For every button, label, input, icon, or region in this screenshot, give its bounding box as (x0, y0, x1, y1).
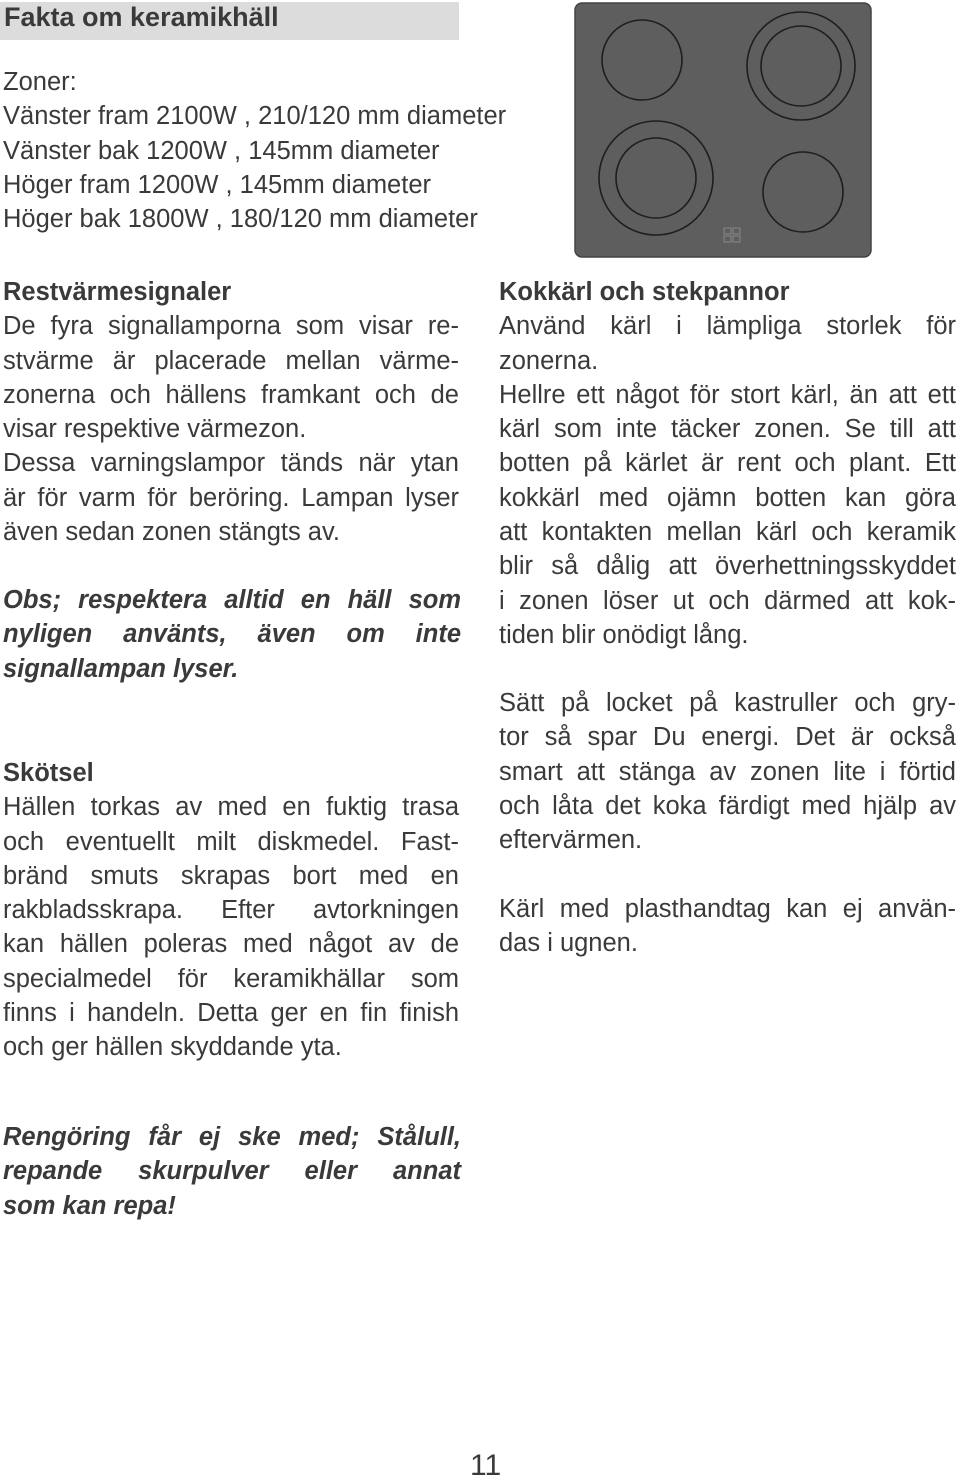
kokkarl-line: Hellre ett något för stort kärl, än att ett (499, 380, 956, 409)
rengoring-warning (3, 1120, 461, 1223)
kokkarl-heading: Kokkärl och stekpannor (499, 278, 790, 306)
obs-line: signallampan lyser. (3, 654, 239, 683)
skotsel-line: och eventuellt milt diskmedel. Fast- (3, 827, 459, 856)
page-title: Fakta om keramikhäll (4, 2, 279, 32)
restvarme-line: även sedan zonen stängts av. (3, 518, 340, 547)
skotsel-line: rakbladsskrapa. Efter avtorkningen (3, 896, 459, 925)
kokkarl-line: blir så dålig att överhettningsskyddet (499, 552, 956, 581)
skotsel-line: bränd smuts skrapas bort med en (3, 861, 459, 890)
restvarme-line: zonerna och hällens framkant och de (3, 380, 459, 409)
rengoring-line: som kan repa! (3, 1191, 176, 1220)
restvarme-section (3, 275, 459, 549)
restvarme-line: Dessa varningslampor tänds när ytan (3, 449, 459, 478)
skotsel-line: och ger hällen skyddande yta. (3, 1033, 342, 1062)
kokkarl-line: kokkärl med ojämn botten kan göra (499, 483, 956, 512)
plast-line: das i ugnen. (499, 929, 638, 958)
locket-line: tor så spar Du energi. Det är också (499, 723, 956, 752)
rengoring-line: repande skurpulver eller annat (3, 1157, 461, 1186)
skotsel-heading: Skötsel (3, 759, 94, 787)
restvarme-line: stvärme är placerade mellan värme- (3, 346, 459, 375)
skotsel-line: kan hällen poleras med något av de (3, 930, 459, 959)
kokkarl-line: botten på kärlet är rent och plant. Ett (499, 449, 956, 478)
kokkarl-line: zonerna. (499, 346, 599, 375)
zone-line: Vänster fram 2100W , 210/120 mm diameter (3, 102, 507, 131)
restvarme-line: är för varm för beröring. Lampan lyser (3, 483, 459, 512)
ceramic-hob-illustration (574, 2, 872, 258)
zones-section (3, 65, 573, 236)
kokkarl-line: tiden blir onödigt lång. (499, 620, 749, 649)
obs-line: Obs; respektera alltid en häll som (3, 586, 461, 614)
obs-line: nyligen använts, även om inte (3, 620, 461, 649)
plast-section (499, 892, 956, 961)
restvarme-heading: Restvärmesignaler (3, 278, 232, 306)
rengoring-line: Rengöring får ej ske med; Stålull, (3, 1123, 461, 1151)
kokkarl-line: Använd kärl i lämpliga storlek för (499, 312, 956, 341)
zones-label: Zoner: (3, 68, 77, 96)
locket-line: och låta det koka färdigt med hjälp av (499, 791, 956, 820)
skotsel-line: specialmedel för keramikhällar som (3, 964, 459, 993)
obs-warning (3, 583, 461, 686)
restvarme-line: De fyra signallamporna som visar re- (3, 312, 459, 341)
zone-line: Höger bak 1800W , 180/120 mm diameter (3, 205, 478, 234)
zone-line: Höger fram 1200W , 145mm diameter (3, 170, 431, 199)
restvarme-line: visar respektive värmezon. (3, 415, 307, 444)
page-number: 11 (470, 1449, 502, 1482)
skotsel-section (3, 756, 459, 1065)
skotsel-line: finns i handeln. Detta ger en fin finish (3, 999, 459, 1028)
kokkarl-line: att kontakten mellan kärl och keramik (499, 518, 956, 547)
locket-line: Sätt på locket på kastruller och gry- (499, 689, 956, 717)
kokkarl-line: kärl som inte täcker zonen. Se till att (499, 415, 956, 444)
kokkarl-section (499, 275, 956, 652)
locket-line: smart att stänga av zonen lite i förtid (499, 757, 956, 786)
plast-line: Kärl med plasthandtag kan ej använ- (499, 895, 956, 923)
locket-line: eftervärmen. (499, 826, 643, 855)
locket-section (499, 686, 956, 857)
skotsel-line: Hällen torkas av med en fuktig trasa (3, 793, 459, 822)
kokkarl-line: i zonen löser ut och därmed att kok- (499, 586, 956, 615)
zone-line: Vänster bak 1200W , 145mm diameter (3, 136, 440, 165)
title-bar (0, 2, 459, 40)
